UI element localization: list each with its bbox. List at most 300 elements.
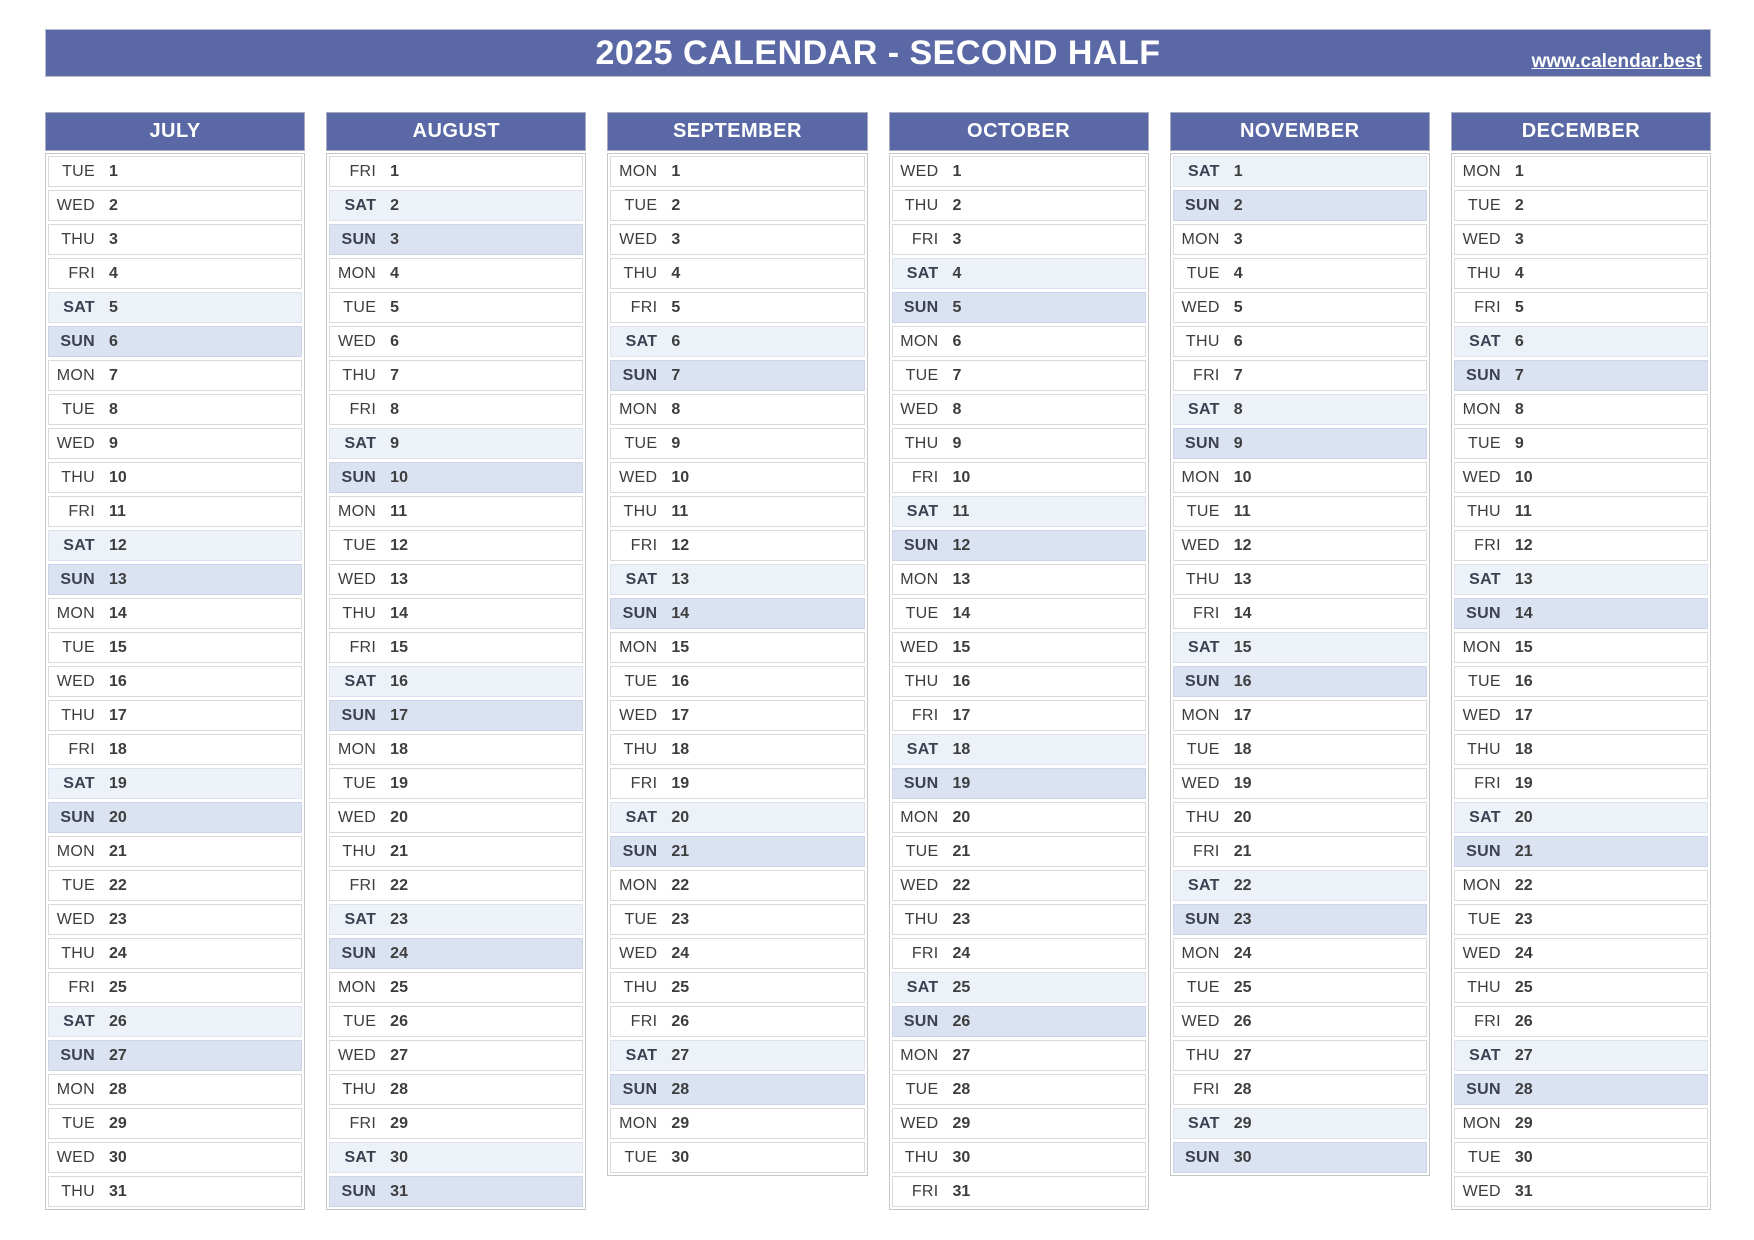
day-of-week-label: WED bbox=[1181, 1012, 1220, 1030]
day-number: 21 bbox=[1233, 842, 1252, 860]
day-row bbox=[892, 734, 1146, 765]
day-row bbox=[892, 700, 1146, 731]
day-of-week-label: FRI bbox=[630, 536, 658, 554]
day-number: 23 bbox=[390, 910, 408, 928]
day-of-week-label: THU bbox=[623, 502, 658, 520]
day-of-week-label: WED bbox=[1181, 298, 1220, 316]
day-row bbox=[1454, 972, 1708, 1003]
day-number: 5 bbox=[390, 298, 400, 316]
day-number: 6 bbox=[109, 332, 118, 350]
day-number: 5 bbox=[109, 298, 118, 316]
day-of-week-label: SUN bbox=[341, 468, 377, 486]
day-row bbox=[1173, 564, 1427, 595]
day-of-week-label: FRI bbox=[1474, 536, 1501, 554]
day-row bbox=[1173, 734, 1427, 765]
day-of-week-label: MON bbox=[1462, 400, 1501, 418]
day-row bbox=[48, 1006, 302, 1037]
day-of-week-label: SAT bbox=[625, 332, 658, 350]
day-row bbox=[48, 258, 302, 289]
day-row bbox=[1173, 768, 1427, 799]
day-of-week-label: TUE bbox=[1186, 978, 1220, 996]
day-row bbox=[1454, 326, 1708, 357]
day-of-week-label: SUN bbox=[903, 536, 939, 554]
day-of-week-label: SAT bbox=[906, 264, 939, 282]
day-of-week-label: THU bbox=[61, 468, 95, 486]
day-of-week-label: WED bbox=[1462, 944, 1501, 962]
day-number: 31 bbox=[952, 1182, 971, 1200]
day-row bbox=[48, 1074, 302, 1105]
day-of-week-label: MON bbox=[619, 162, 658, 180]
day-row bbox=[1454, 632, 1708, 663]
day-row bbox=[1454, 530, 1708, 561]
day-of-week-label: TUE bbox=[343, 1012, 377, 1030]
day-row bbox=[1454, 700, 1708, 731]
day-number: 29 bbox=[390, 1114, 408, 1132]
day-row bbox=[1454, 394, 1708, 425]
day-number: 18 bbox=[390, 740, 408, 758]
day-row bbox=[1173, 428, 1427, 459]
month-days bbox=[607, 153, 867, 1176]
day-of-week-label: FRI bbox=[1193, 1080, 1220, 1098]
day-number: 22 bbox=[671, 876, 690, 894]
day-of-week-label: SAT bbox=[1469, 570, 1501, 588]
day-row bbox=[48, 666, 302, 697]
day-number: 13 bbox=[1514, 570, 1533, 588]
day-number: 22 bbox=[952, 876, 971, 894]
day-of-week-label: WED bbox=[1462, 230, 1501, 248]
day-row bbox=[48, 1040, 302, 1071]
day-row bbox=[892, 394, 1146, 425]
day-row bbox=[48, 768, 302, 799]
day-number: 30 bbox=[671, 1148, 690, 1166]
day-row bbox=[48, 1142, 302, 1173]
day-number: 26 bbox=[952, 1012, 971, 1030]
day-of-week-label: MON bbox=[619, 638, 658, 656]
day-number: 8 bbox=[952, 400, 962, 418]
day-row bbox=[1173, 1108, 1427, 1139]
day-number: 3 bbox=[390, 230, 400, 248]
month-column-december bbox=[1451, 112, 1711, 1210]
day-of-week-label: WED bbox=[900, 1114, 939, 1132]
day-of-week-label: SUN bbox=[622, 1080, 658, 1098]
day-of-week-label: FRI bbox=[630, 1012, 658, 1030]
day-of-week-label: THU bbox=[623, 978, 658, 996]
day-row bbox=[892, 598, 1146, 629]
day-number: 10 bbox=[671, 468, 690, 486]
day-row bbox=[1173, 836, 1427, 867]
day-row bbox=[610, 1040, 864, 1071]
day-row bbox=[610, 428, 864, 459]
day-row bbox=[329, 836, 583, 867]
day-row bbox=[610, 326, 864, 357]
day-of-week-label: FRI bbox=[349, 876, 377, 894]
day-of-week-label: TUE bbox=[62, 400, 95, 418]
day-row bbox=[48, 156, 302, 187]
day-of-week-label: THU bbox=[623, 740, 658, 758]
day-row bbox=[892, 462, 1146, 493]
day-row bbox=[48, 462, 302, 493]
day-of-week-label: SUN bbox=[60, 570, 95, 588]
day-row bbox=[1173, 1142, 1427, 1173]
day-row bbox=[610, 904, 864, 935]
day-of-week-label: THU bbox=[342, 1080, 377, 1098]
day-of-week-label: SAT bbox=[63, 774, 95, 792]
day-number: 14 bbox=[671, 604, 690, 622]
day-row bbox=[329, 904, 583, 935]
day-number: 27 bbox=[1233, 1046, 1252, 1064]
day-number: 20 bbox=[1233, 808, 1252, 826]
day-of-week-label: WED bbox=[1462, 468, 1501, 486]
day-row bbox=[610, 802, 864, 833]
day-of-week-label: TUE bbox=[1467, 672, 1501, 690]
day-row bbox=[1173, 598, 1427, 629]
day-of-week-label: SUN bbox=[1466, 366, 1501, 384]
day-of-week-label: SUN bbox=[60, 332, 95, 350]
day-of-week-label: SUN bbox=[1185, 672, 1220, 690]
day-number: 7 bbox=[1233, 366, 1243, 384]
day-of-week-label: FRI bbox=[349, 1114, 377, 1132]
day-number: 7 bbox=[109, 366, 118, 384]
day-row bbox=[1173, 904, 1427, 935]
day-row bbox=[1454, 938, 1708, 969]
day-row bbox=[329, 292, 583, 323]
day-number: 2 bbox=[671, 196, 681, 214]
day-number: 16 bbox=[1514, 672, 1533, 690]
day-row bbox=[1173, 666, 1427, 697]
day-row bbox=[329, 1040, 583, 1071]
day-of-week-label: FRI bbox=[68, 978, 95, 996]
day-number: 30 bbox=[109, 1148, 127, 1166]
day-row bbox=[1454, 360, 1708, 391]
day-number: 29 bbox=[671, 1114, 690, 1132]
day-number: 9 bbox=[671, 434, 681, 452]
day-of-week-label: TUE bbox=[905, 366, 939, 384]
day-number: 4 bbox=[952, 264, 962, 282]
day-of-week-label: MON bbox=[337, 740, 377, 758]
day-row bbox=[1454, 1074, 1708, 1105]
day-row bbox=[329, 598, 583, 629]
day-of-week-label: TUE bbox=[624, 1148, 658, 1166]
day-row bbox=[1173, 394, 1427, 425]
day-row bbox=[1173, 462, 1427, 493]
day-number: 5 bbox=[671, 298, 681, 316]
day-of-week-label: THU bbox=[61, 1182, 95, 1200]
day-row bbox=[892, 360, 1146, 391]
day-number: 29 bbox=[952, 1114, 971, 1132]
day-of-week-label: SUN bbox=[622, 604, 658, 622]
day-number: 30 bbox=[390, 1148, 408, 1166]
day-row bbox=[892, 1142, 1146, 1173]
day-number: 18 bbox=[671, 740, 690, 758]
day-number: 18 bbox=[1233, 740, 1252, 758]
day-row bbox=[329, 700, 583, 731]
day-row bbox=[329, 360, 583, 391]
day-of-week-label: WED bbox=[900, 162, 939, 180]
day-number: 23 bbox=[109, 910, 127, 928]
day-of-week-label: SUN bbox=[341, 230, 377, 248]
day-of-week-label: SUN bbox=[341, 1182, 377, 1200]
day-of-week-label: THU bbox=[342, 604, 377, 622]
day-number: 21 bbox=[109, 842, 127, 860]
day-of-week-label: TUE bbox=[343, 536, 377, 554]
day-number: 3 bbox=[109, 230, 118, 248]
month-title: SEPTEMBER bbox=[607, 112, 867, 151]
day-number: 23 bbox=[1233, 910, 1252, 928]
day-row bbox=[1454, 1108, 1708, 1139]
day-row bbox=[610, 564, 864, 595]
day-of-week-label: MON bbox=[1462, 876, 1501, 894]
day-row bbox=[610, 190, 864, 221]
day-row bbox=[892, 1108, 1146, 1139]
day-of-week-label: THU bbox=[61, 230, 95, 248]
day-of-week-label: MON bbox=[1462, 162, 1501, 180]
day-number: 2 bbox=[1514, 196, 1524, 214]
day-number: 22 bbox=[390, 876, 408, 894]
day-number: 17 bbox=[1233, 706, 1252, 724]
day-row bbox=[329, 1176, 583, 1207]
day-of-week-label: MON bbox=[1462, 638, 1501, 656]
day-number: 26 bbox=[390, 1012, 408, 1030]
day-of-week-label: TUE bbox=[62, 1114, 95, 1132]
day-number: 24 bbox=[1514, 944, 1533, 962]
day-number: 14 bbox=[952, 604, 971, 622]
day-row bbox=[610, 156, 864, 187]
day-of-week-label: FRI bbox=[630, 298, 658, 316]
day-number: 8 bbox=[1233, 400, 1243, 418]
day-row bbox=[48, 598, 302, 629]
day-row bbox=[48, 394, 302, 425]
day-row bbox=[48, 700, 302, 731]
day-of-week-label: FRI bbox=[68, 264, 95, 282]
day-of-week-label: FRI bbox=[68, 740, 95, 758]
day-of-week-label: THU bbox=[342, 366, 377, 384]
day-row bbox=[329, 632, 583, 663]
day-of-week-label: WED bbox=[900, 876, 939, 894]
day-of-week-label: WED bbox=[619, 230, 658, 248]
day-row bbox=[48, 326, 302, 357]
day-row bbox=[329, 734, 583, 765]
day-number: 25 bbox=[1514, 978, 1533, 996]
day-number: 6 bbox=[1514, 332, 1524, 350]
day-of-week-label: TUE bbox=[62, 876, 95, 894]
day-number: 2 bbox=[952, 196, 962, 214]
day-row bbox=[892, 564, 1146, 595]
day-number: 23 bbox=[952, 910, 971, 928]
day-of-week-label: WED bbox=[1462, 706, 1501, 724]
day-row bbox=[1173, 190, 1427, 221]
day-row bbox=[1173, 938, 1427, 969]
day-row bbox=[48, 904, 302, 935]
day-number: 25 bbox=[952, 978, 971, 996]
day-of-week-label: MON bbox=[1181, 944, 1220, 962]
day-of-week-label: WED bbox=[56, 672, 95, 690]
day-number: 19 bbox=[952, 774, 971, 792]
day-number: 22 bbox=[1514, 876, 1533, 894]
day-row bbox=[892, 938, 1146, 969]
day-of-week-label: FRI bbox=[1193, 842, 1220, 860]
day-number: 25 bbox=[390, 978, 408, 996]
day-of-week-label: MON bbox=[900, 570, 939, 588]
day-number: 24 bbox=[952, 944, 971, 962]
day-of-week-label: SUN bbox=[1466, 1080, 1501, 1098]
day-row bbox=[1454, 836, 1708, 867]
day-of-week-label: MON bbox=[619, 400, 658, 418]
day-of-week-label: SUN bbox=[341, 706, 377, 724]
day-number: 7 bbox=[671, 366, 681, 384]
day-number: 5 bbox=[952, 298, 962, 316]
day-row bbox=[329, 394, 583, 425]
day-of-week-label: THU bbox=[904, 434, 939, 452]
day-number: 3 bbox=[1233, 230, 1243, 248]
day-row bbox=[1454, 598, 1708, 629]
day-of-week-label: TUE bbox=[1467, 910, 1501, 928]
day-of-week-label: SUN bbox=[903, 298, 939, 316]
day-number: 1 bbox=[671, 162, 681, 180]
month-title: JULY bbox=[45, 112, 305, 151]
day-number: 20 bbox=[671, 808, 690, 826]
day-number: 15 bbox=[1514, 638, 1533, 656]
day-of-week-label: TUE bbox=[624, 196, 658, 214]
day-number: 31 bbox=[109, 1182, 127, 1200]
day-row bbox=[1454, 190, 1708, 221]
day-of-week-label: TUE bbox=[1467, 434, 1501, 452]
day-of-week-label: SUN bbox=[1185, 910, 1220, 928]
day-row bbox=[1173, 360, 1427, 391]
day-of-week-label: SAT bbox=[344, 1148, 377, 1166]
day-number: 18 bbox=[952, 740, 971, 758]
day-row bbox=[892, 904, 1146, 935]
day-of-week-label: THU bbox=[61, 706, 95, 724]
day-number: 23 bbox=[671, 910, 690, 928]
day-number: 13 bbox=[671, 570, 690, 588]
day-number: 19 bbox=[1233, 774, 1252, 792]
day-row bbox=[1454, 496, 1708, 527]
day-of-week-label: TUE bbox=[1186, 502, 1220, 520]
day-number: 13 bbox=[1233, 570, 1252, 588]
day-row bbox=[1173, 1040, 1427, 1071]
day-number: 7 bbox=[1514, 366, 1524, 384]
day-number: 24 bbox=[390, 944, 408, 962]
day-of-week-label: WED bbox=[56, 910, 95, 928]
day-number: 20 bbox=[109, 808, 127, 826]
day-number: 28 bbox=[1233, 1080, 1252, 1098]
day-of-week-label: THU bbox=[904, 196, 939, 214]
day-of-week-label: SUN bbox=[903, 774, 939, 792]
month-column-july bbox=[45, 112, 305, 1210]
day-row bbox=[610, 938, 864, 969]
day-row bbox=[610, 258, 864, 289]
day-of-week-label: FRI bbox=[1474, 1012, 1501, 1030]
day-number: 30 bbox=[1514, 1148, 1533, 1166]
day-number: 24 bbox=[109, 944, 127, 962]
day-row bbox=[329, 190, 583, 221]
day-of-week-label: WED bbox=[900, 638, 939, 656]
day-number: 8 bbox=[1514, 400, 1524, 418]
day-number: 21 bbox=[390, 842, 408, 860]
day-row bbox=[1454, 734, 1708, 765]
day-row bbox=[892, 1176, 1146, 1207]
day-of-week-label: SAT bbox=[344, 672, 377, 690]
day-number: 27 bbox=[952, 1046, 971, 1064]
day-row bbox=[892, 292, 1146, 323]
day-of-week-label: MON bbox=[1462, 1114, 1501, 1132]
day-of-week-label: SAT bbox=[625, 1046, 658, 1064]
day-row bbox=[610, 632, 864, 663]
day-of-week-label: SAT bbox=[63, 536, 95, 554]
day-row bbox=[329, 428, 583, 459]
day-row bbox=[1454, 1142, 1708, 1173]
day-number: 16 bbox=[109, 672, 127, 690]
day-number: 10 bbox=[952, 468, 971, 486]
day-number: 22 bbox=[109, 876, 127, 894]
day-row bbox=[329, 224, 583, 255]
month-column-november bbox=[1170, 112, 1430, 1176]
day-of-week-label: SUN bbox=[903, 1012, 939, 1030]
title-bar bbox=[45, 29, 1711, 77]
day-number: 13 bbox=[390, 570, 408, 588]
day-number: 2 bbox=[109, 196, 118, 214]
day-row bbox=[329, 768, 583, 799]
day-number: 15 bbox=[109, 638, 127, 656]
day-of-week-label: WED bbox=[619, 706, 658, 724]
day-number: 12 bbox=[109, 536, 127, 554]
day-of-week-label: SUN bbox=[1466, 842, 1501, 860]
day-of-week-label: WED bbox=[337, 332, 377, 350]
day-row bbox=[1454, 258, 1708, 289]
day-row bbox=[1173, 530, 1427, 561]
day-of-week-label: FRI bbox=[911, 468, 939, 486]
day-row bbox=[48, 190, 302, 221]
website-link[interactable]: www.calendar.best bbox=[1531, 51, 1702, 72]
month-days bbox=[889, 153, 1149, 1210]
day-number: 16 bbox=[390, 672, 408, 690]
day-number: 10 bbox=[109, 468, 127, 486]
day-row bbox=[1454, 564, 1708, 595]
day-of-week-label: TUE bbox=[1186, 264, 1220, 282]
day-of-week-label: SUN bbox=[622, 366, 658, 384]
day-number: 10 bbox=[1514, 468, 1533, 486]
day-of-week-label: SAT bbox=[1469, 1046, 1501, 1064]
day-row bbox=[610, 394, 864, 425]
day-number: 31 bbox=[390, 1182, 408, 1200]
day-row bbox=[1173, 972, 1427, 1003]
day-number: 4 bbox=[1514, 264, 1524, 282]
day-row bbox=[48, 530, 302, 561]
day-row bbox=[610, 836, 864, 867]
day-of-week-label: TUE bbox=[624, 672, 658, 690]
day-row bbox=[892, 224, 1146, 255]
day-of-week-label: MON bbox=[337, 502, 377, 520]
day-row bbox=[610, 1006, 864, 1037]
day-row bbox=[892, 666, 1146, 697]
day-number: 4 bbox=[390, 264, 400, 282]
day-of-week-label: FRI bbox=[911, 230, 939, 248]
day-of-week-label: WED bbox=[337, 570, 377, 588]
day-row bbox=[892, 870, 1146, 901]
day-row bbox=[1173, 632, 1427, 663]
day-row bbox=[892, 156, 1146, 187]
month-column-october bbox=[889, 112, 1149, 1210]
day-row bbox=[610, 292, 864, 323]
day-row bbox=[1454, 904, 1708, 935]
day-of-week-label: SAT bbox=[1187, 400, 1220, 418]
day-row bbox=[1454, 1006, 1708, 1037]
day-number: 8 bbox=[109, 400, 118, 418]
day-row bbox=[892, 190, 1146, 221]
day-row bbox=[48, 1176, 302, 1207]
day-of-week-label: THU bbox=[342, 842, 377, 860]
day-row bbox=[1454, 870, 1708, 901]
